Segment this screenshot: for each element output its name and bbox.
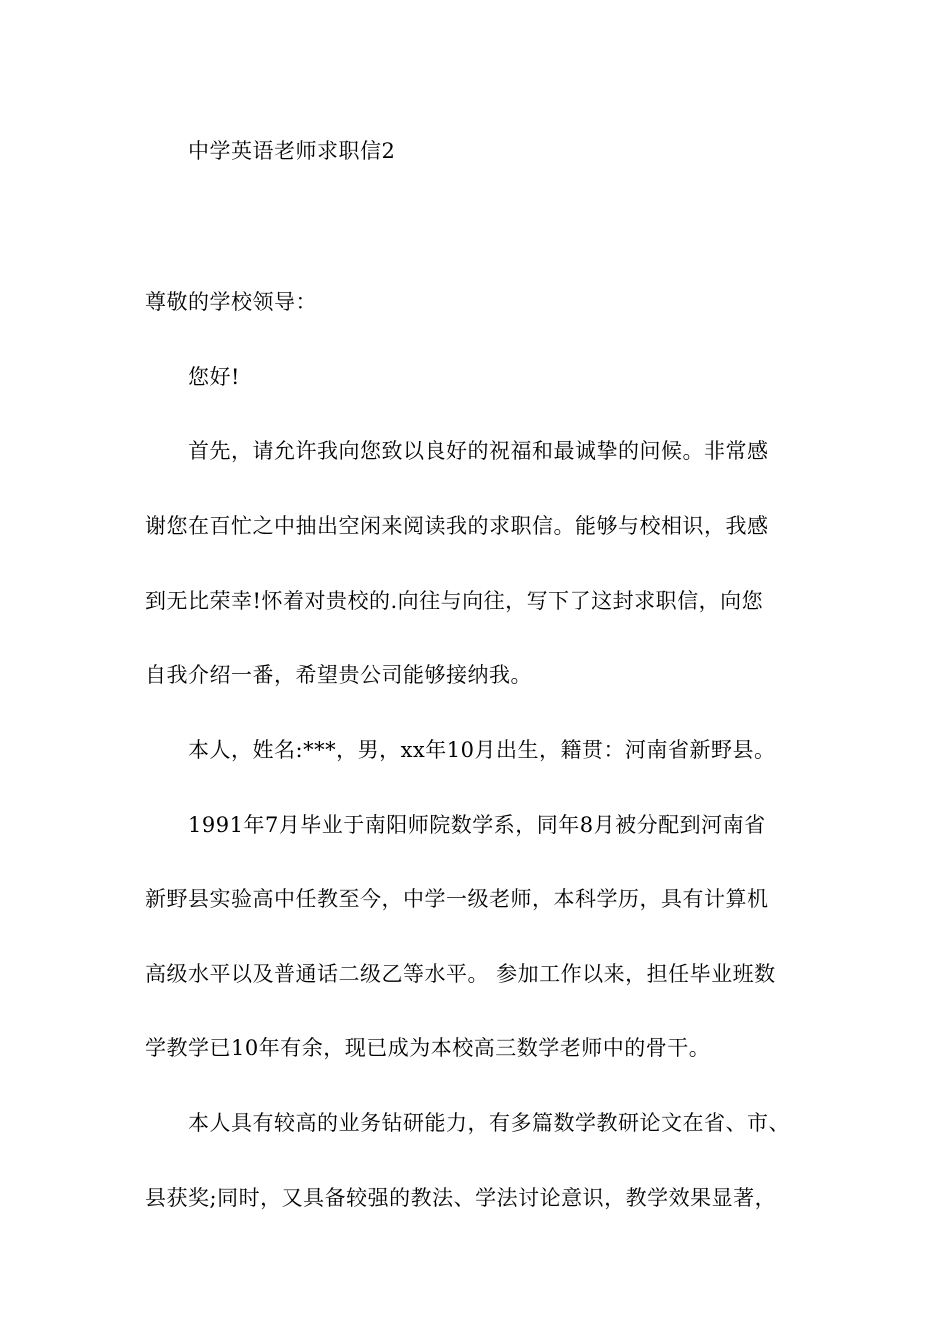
body-line: 高级水平以及普通话二级乙等水平。 参加工作以来，担任毕业班数 xyxy=(145,962,776,986)
body-line: 本人，姓名:***，男，xx年10月出生，籍贯：河南省新野县。 xyxy=(188,738,776,762)
body-line: 自我介绍一番，希望贵公司能够接纳我。 xyxy=(145,663,532,687)
body-line: 县获奖;同时，又具备较强的教法、学法讨论意识，教学效果显著， xyxy=(145,1186,777,1210)
salutation: 尊敬的学校领导： xyxy=(145,290,317,314)
body-line: 谢您在百忙之中抽出空闲来阅读我的求职信。能够与校相识，我感 xyxy=(145,514,769,538)
greeting: 您好! xyxy=(188,365,240,389)
body-line: 本人具有较高的业务钻研能力，有多篇数学教研论文在省、市、 xyxy=(188,1111,790,1135)
document-title: 中学英语老师求职信2 xyxy=(188,139,396,163)
body-line: 1991年7月毕业于南阳师院数学系，同年8月被分配到河南省 xyxy=(188,813,766,837)
body-line: 到无比荣幸!怀着对贵校的.向往与向往，写下了这封求职信，向您 xyxy=(145,589,764,613)
body-line: 学教学已10年有余，现已成为本校高三数学老师中的骨干。 xyxy=(145,1036,711,1060)
body-line: 首先，请允许我向您致以良好的祝福和最诚挚的问候。非常感 xyxy=(188,439,769,463)
body-line: 新野县实验高中任教至今，中学一级老师，本科学历，具有计算机 xyxy=(145,887,769,911)
